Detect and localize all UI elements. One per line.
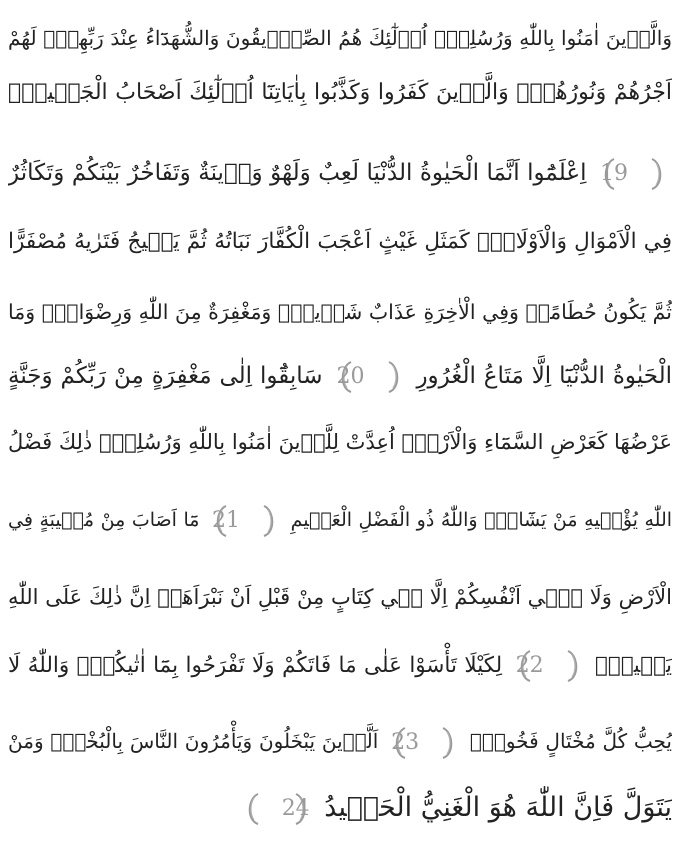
text-line-4 (8, 212, 672, 272)
verse-number-marker (391, 724, 457, 762)
verse-text: يَتَوَلَّ فَاِنَّ اللّٰهَ هُوَ الْغَنِيُّ الْحَم۪يدُ (324, 792, 672, 823)
verse-text: الْاَرْضِ وَلَا ف۪ٓي اَنْفُسِكُمْ اِلَّا ف۪ي كِتَابٍ مِنْ قَبْلِ اَنْ نَبْرَاَهَاۜ اِنَّ ذٰلِكَ عَلَى اللّٰهِ (8, 585, 672, 609)
verse-number-marker (337, 358, 403, 396)
verse-text: اِعْلَمُٓوا اَنَّمَا الْحَيٰوةُ الدُّنْيَا لَعِبٌ وَلَهْوٌ وَز۪ينَةٌ وَتَفَاخُرٌ بَيْنَكُمْ وَتَكَاثُرٌ (8, 160, 587, 186)
verse-number-marker (244, 790, 310, 828)
verse-text: عَرْضُهَا كَعَرْضِ السَّمَٓاءِ وَالْاَرْضِۙ اُعِدَّتْ لِلَّذ۪ينَ اٰمَنُوا بِاللّٰهِ وَرُسُلِه۪ۜ ذٰلِكَ فَضْلُ (8, 430, 672, 454)
verse-text: اَجْرُهُمْ وَنُورُهُمْۜ وَالَّذ۪ينَ كَفَرُوا وَكَذَّبُوا بِاٰيَاتِنَٓا اُو۬لٰٓئِكَ اَصْحَابُ الْجَح۪يمِ۟ (8, 80, 672, 105)
verse-number: 23 (391, 729, 420, 755)
verse-number: 24 (281, 795, 310, 821)
verse-text: لِكَيْلَا تَأْسَوْا عَلٰى مَا فَاتَكُمْ وَلَا تَفْرَحُوا بِمَٓا اٰتٰيكُمْۜ وَاللّٰهُ لَا (8, 653, 503, 678)
verse-number: 20 (336, 364, 365, 389)
verse-text: يَس۪يرٌۚ (595, 653, 672, 678)
verse-number-marker (212, 502, 278, 540)
verse-text: مَٓا اَصَابَ مِنْ مُص۪يبَةٍ فِي (8, 509, 200, 531)
text-line-2 (8, 63, 672, 123)
verse-text: فِي الْاَمْوَالِ وَالْاَوْلَادِۜ كَمَثَلِ غَيْثٍ اَعْجَبَ الْكُفَّارَ نَبَاتُهُ ثُمَّ يَه۪يجُ فَتَرٰيهُ مُصْفَرًّا (8, 229, 672, 254)
verse-number-marker (600, 155, 666, 193)
text-line-5 (8, 282, 672, 342)
verse-text: وَالَّذ۪ينَ اٰمَنُوا بِاللّٰهِ وَرُسُلِه۪ٓ اُو۬لٰٓئِكَ هُمُ الصِّدّ۪يقُونَ وَالشُّهَدَٓاءُ عِنْدَ رَبِّهِمْۜ لَهُمْ (8, 26, 672, 50)
text-line-9 (8, 567, 672, 627)
text-line-6 (8, 346, 672, 406)
verse-number: 21 (212, 508, 241, 533)
text-line-10 (8, 636, 672, 696)
verse-text: اَلَّذ۪ينَ يَبْخَلُونَ وَيَأْمُرُونَ النَّاسَ بِالْبُخْلِۜ وَمَنْ (8, 729, 379, 753)
text-line-11 (8, 711, 672, 771)
verse-text: يُحِبُّ كُلَّ مُخْتَالٍ فَخُورٍۙ (469, 729, 672, 753)
text-line-7 (8, 412, 672, 472)
verse-text: الْحَيٰوةُ الدُّنْيَٓا اِلَّا مَتَاعُ الْغُرُورِ (416, 363, 672, 389)
verse-number-marker (516, 647, 582, 685)
text-line-8 (8, 490, 672, 550)
verse-text: ثُمَّ يَكُونُ حُطَامًاۜ وَفِي الْاٰخِرَةِ عَذَابٌ شَد۪يدٌۙ وَمَغْفِرَةٌ مِنَ اللّٰهِ وَرِضْوَانٌۜ وَمَا (8, 300, 672, 324)
text-line-1 (8, 8, 672, 68)
text-line-12 (8, 778, 672, 838)
verse-number: 19 (600, 161, 629, 186)
verse-number: 22 (515, 653, 544, 678)
verse-text: سَابِقُٓوا اِلٰى مَغْفِرَةٍ مِنْ رَبِّكُمْ وَجَنَّةٍ (8, 363, 323, 389)
verse-text: اللّٰهِ يُؤْت۪يهِ مَنْ يَشَٓاءُۜ وَاللّٰهُ ذُو الْفَضْلِ الْعَظ۪يمِ (290, 509, 672, 531)
text-line-3 (8, 143, 672, 203)
